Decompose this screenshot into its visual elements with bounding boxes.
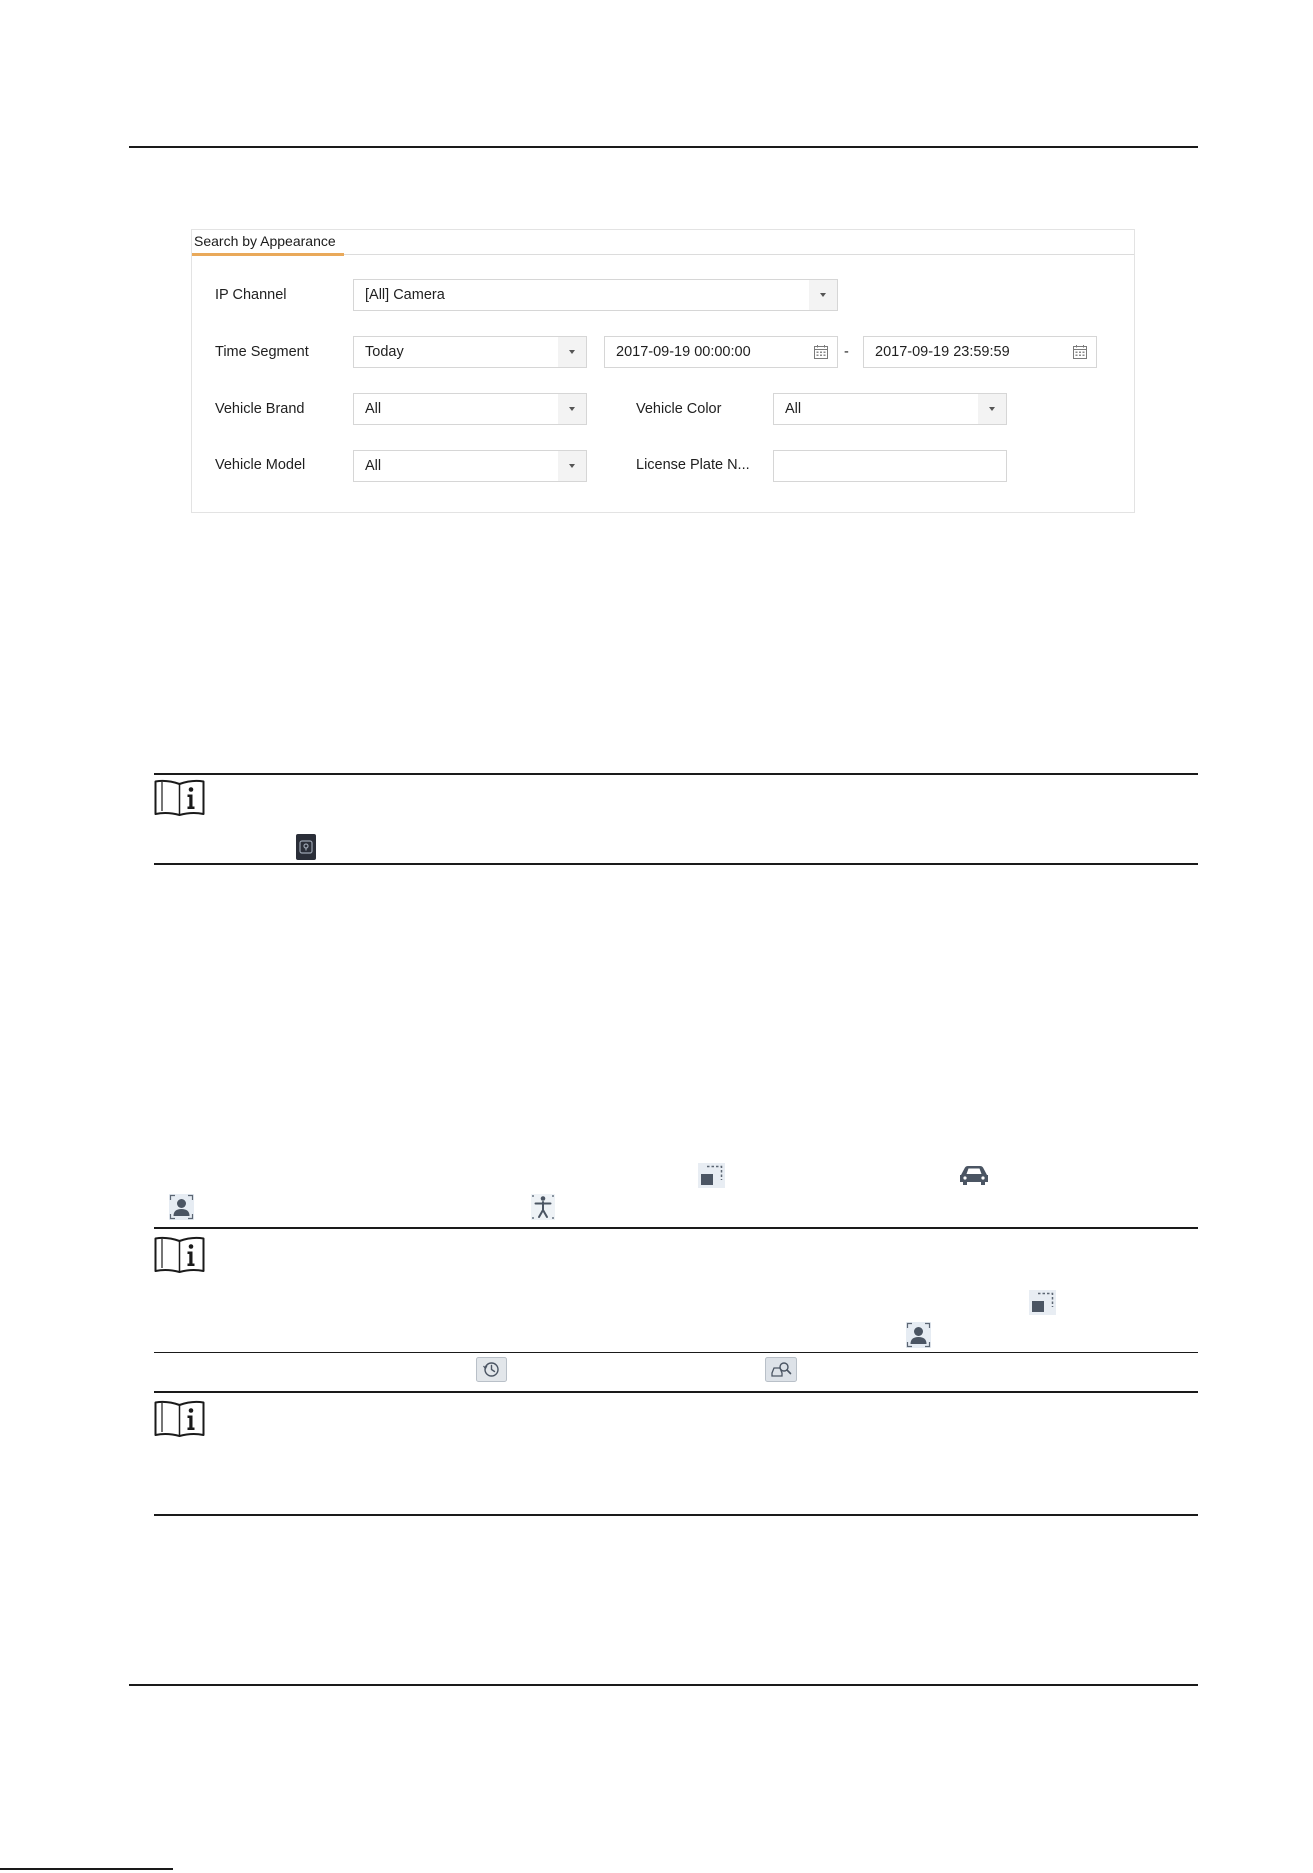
- page-edge-line: [0, 1868, 173, 1870]
- chevron-down-icon: [569, 350, 575, 354]
- face-icon: [169, 1194, 194, 1220]
- vehicle-model-select[interactable]: [353, 450, 587, 482]
- appearance-search-icon: [765, 1357, 797, 1382]
- end-time-field[interactable]: [863, 336, 1097, 368]
- vehicle-brand-label: Vehicle Brand: [215, 401, 305, 417]
- history-icon: [476, 1357, 507, 1382]
- vehicle-brand-dropdown-button[interactable]: [558, 394, 586, 424]
- ip-channel-value: [All] Camera: [365, 287, 445, 303]
- lock-icon: [296, 834, 316, 860]
- vehicle-color-select[interactable]: [773, 393, 1007, 425]
- time-segment-value: Today: [365, 344, 404, 360]
- ip-channel-label: IP Channel: [215, 287, 287, 303]
- time-segment-label: Time Segment: [215, 344, 309, 360]
- ip-channel-dropdown-button[interactable]: [809, 280, 837, 310]
- human-body-icon: [531, 1194, 555, 1220]
- time-segment-dropdown-button[interactable]: [558, 337, 586, 367]
- note-top-rule: [154, 1391, 1198, 1393]
- vehicle-brand-value: All: [365, 401, 382, 417]
- vehicle-color-value: All: [785, 401, 802, 417]
- search-by-appearance-panel: [191, 229, 1135, 513]
- note-bottom-rule: [154, 1514, 1198, 1516]
- note-icon: [154, 1399, 205, 1437]
- time-segment-select[interactable]: [353, 336, 587, 368]
- note-top-rule: [154, 1227, 1198, 1229]
- ip-channel-select[interactable]: [353, 279, 838, 311]
- footer-rule: [129, 1684, 1198, 1686]
- vehicle-icon: [958, 1164, 990, 1186]
- start-time-field[interactable]: [604, 336, 838, 368]
- note-bottom-rule: [154, 1352, 1198, 1353]
- tab-search-by-appearance[interactable]: Search by Appearance: [194, 233, 336, 249]
- vehicle-brand-select[interactable]: [353, 393, 587, 425]
- license-plate-label: License Plate N...: [636, 457, 750, 473]
- chevron-down-icon: [569, 464, 575, 468]
- note-icon: [154, 1235, 205, 1273]
- vehicle-color-dropdown-button[interactable]: [978, 394, 1006, 424]
- chevron-down-icon: [569, 407, 575, 411]
- calendar-icon[interactable]: [813, 344, 829, 360]
- header-rule: [129, 146, 1198, 148]
- chevron-down-icon: [820, 293, 826, 297]
- start-time-value: 2017-09-19 00:00:00: [616, 344, 751, 360]
- calendar-icon[interactable]: [1072, 344, 1088, 360]
- note-bottom-rule: [154, 863, 1198, 865]
- vehicle-model-value: All: [365, 458, 382, 474]
- license-plate-input[interactable]: [773, 450, 1007, 482]
- face-icon: [906, 1322, 931, 1348]
- end-time-value: 2017-09-19 23:59:59: [875, 344, 1010, 360]
- select-area-icon: [698, 1163, 725, 1188]
- vehicle-model-label: Vehicle Model: [215, 457, 306, 473]
- vehicle-color-label: Vehicle Color: [636, 401, 722, 417]
- note-top-rule: [154, 773, 1198, 775]
- active-tab-underline: [192, 253, 344, 256]
- date-range-separator: -: [844, 344, 849, 360]
- select-area-icon: [1029, 1290, 1056, 1315]
- vehicle-model-dropdown-button[interactable]: [558, 451, 586, 481]
- chevron-down-icon: [989, 407, 995, 411]
- note-icon: [154, 778, 205, 816]
